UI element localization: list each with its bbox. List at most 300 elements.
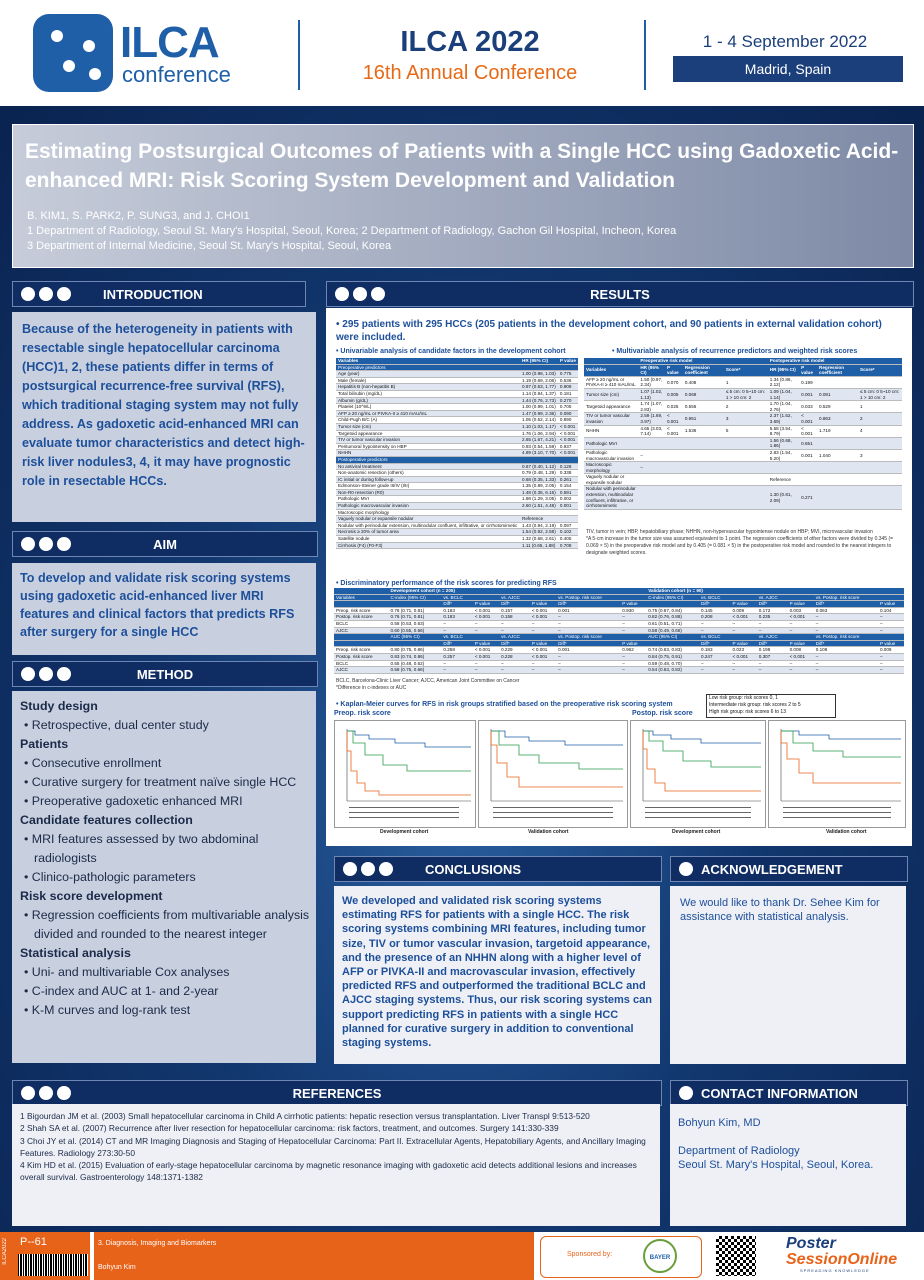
bayer-logo-icon: BAYER bbox=[643, 1239, 677, 1273]
section-title: METHOD bbox=[136, 667, 194, 682]
table-cell: – bbox=[878, 667, 904, 674]
table-cell: 0.001 bbox=[799, 449, 817, 461]
table-cell: – bbox=[530, 667, 556, 674]
table-cell: 0.198 bbox=[757, 647, 788, 654]
table-cell: 0.74 (0.63, 0.83) bbox=[646, 647, 699, 654]
table-cell: Diff* bbox=[757, 601, 788, 608]
table-row bbox=[334, 601, 904, 608]
table-cell bbox=[530, 634, 556, 641]
table-cell: P value bbox=[788, 601, 814, 608]
acknowledgement-header bbox=[670, 856, 908, 882]
conclusions-panel bbox=[334, 886, 660, 1064]
table-cell: Targetoid appearance bbox=[584, 401, 638, 413]
table-cell: 0.58 (0.53, 0.63) bbox=[389, 620, 442, 627]
discriminatory-note-1: BCLC, Barcelona-Clinic Liver Cancer; AJCC, American Joint Committee on Cancer bbox=[336, 678, 520, 684]
table-cell: 4.65 (3.03, 7.14) bbox=[638, 425, 665, 437]
table-cell: 1.07 (1.02, 1.13) bbox=[638, 388, 665, 400]
table-cell: < 0.001 bbox=[799, 425, 817, 437]
table-cell: 0.67 (0.40, 1.12) bbox=[520, 463, 558, 470]
table-cell: 0.80 (0.75, 0.86) bbox=[389, 647, 442, 654]
km-postop-label: Postop. risk score bbox=[632, 710, 693, 717]
table-cell: vs. BCLC bbox=[441, 594, 473, 601]
table-cell: vs. AJCC bbox=[499, 634, 530, 641]
table-cell: 0.003 bbox=[788, 607, 814, 614]
section-title: CONCLUSIONS bbox=[425, 862, 522, 877]
table-cell: 0.009 bbox=[731, 607, 757, 614]
table-cell: – bbox=[620, 620, 646, 627]
km-caption: Validation cohort bbox=[826, 829, 867, 835]
table-row bbox=[334, 627, 904, 634]
table-cell: 1.54 (0.92, 2.58) bbox=[520, 529, 558, 536]
table-cell: < 0.001 bbox=[558, 437, 578, 444]
table-cell bbox=[878, 594, 904, 601]
table-cell: 0.070 bbox=[665, 376, 683, 388]
table-cell bbox=[817, 486, 858, 509]
table-cell: BCLC bbox=[334, 620, 389, 627]
table-cell: 0.54 (0.63, 0.82) bbox=[646, 667, 699, 674]
table-cell: 1.56 (0.68, 1.86) bbox=[768, 437, 799, 449]
table-cell: < 0.001 bbox=[665, 413, 683, 425]
multivariable-table bbox=[584, 358, 902, 510]
section-title: ACKNOWLEDGEMENT bbox=[701, 862, 843, 877]
table-cell: HR (95% CI) bbox=[638, 364, 665, 376]
table-cell bbox=[858, 462, 902, 474]
table-cell: 0.090 bbox=[558, 410, 578, 417]
table-cell: Diff* bbox=[699, 601, 731, 608]
multivariable-notes bbox=[586, 529, 902, 557]
table-cell: TIV or tumor vascular invasion bbox=[584, 413, 638, 425]
table-cell: 0.172 bbox=[757, 607, 788, 614]
table-cell: BCLC bbox=[334, 660, 389, 667]
table-cell bbox=[799, 462, 817, 474]
table-cell: 0.75 (0.67, 0.84) bbox=[646, 607, 699, 614]
table-cell: 0.081 bbox=[817, 388, 858, 400]
table-cell: 1.00 (0.99, 1.01) bbox=[520, 404, 558, 411]
table-row bbox=[336, 509, 578, 516]
table-cell: Diff* bbox=[556, 601, 620, 608]
table-cell: – bbox=[878, 660, 904, 667]
table-cell: Preoperative risk model bbox=[638, 358, 767, 364]
table-cell: Regression coefficient bbox=[683, 364, 724, 376]
table-cell: Diff* bbox=[499, 640, 530, 647]
table-cell bbox=[768, 462, 799, 474]
table-cell: Validation cohort (n = 90) bbox=[646, 588, 904, 594]
qr-code-icon[interactable] bbox=[716, 1236, 756, 1276]
table-cell: < 0.001 bbox=[473, 647, 499, 654]
table-cell: – bbox=[441, 667, 473, 674]
table-cell: Postop. risk score bbox=[334, 653, 389, 660]
table-cell: 4 bbox=[858, 425, 902, 437]
table-cell: < 0.001 bbox=[788, 653, 814, 660]
table-cell: 1 bbox=[858, 401, 902, 413]
table-cell: Diff* bbox=[814, 601, 878, 608]
table-cell: 1.00 (0.98, 1.03) bbox=[520, 371, 558, 378]
table-cell: < 0.001 bbox=[473, 653, 499, 660]
table-cell: 1.76 (1.06, 2.94) bbox=[520, 430, 558, 437]
table-row bbox=[336, 536, 578, 543]
table-cell: C-index (95% CI) bbox=[389, 594, 442, 601]
table-cell: 1.30 (0.81, 2.09) bbox=[768, 486, 799, 509]
table-row bbox=[336, 397, 578, 404]
table-row bbox=[584, 474, 902, 486]
table-cell: 0.909 bbox=[558, 384, 578, 391]
table-cell: – bbox=[731, 660, 757, 667]
table-cell: 0.60 (0.55, 0.66) bbox=[389, 627, 442, 634]
conclusions-header bbox=[334, 856, 662, 882]
table-cell: vs. AJCC bbox=[499, 594, 530, 601]
table-cell bbox=[817, 437, 858, 449]
table-cell: Nodular with perinodular extension, multinodular confluent, infiltrative, or cirrhotomimetic bbox=[336, 522, 520, 529]
table-cell: AUC (95% CI) bbox=[389, 634, 442, 641]
table-cell: – bbox=[878, 627, 904, 634]
aim-header bbox=[12, 531, 318, 557]
method-bullet: • Regression coefficients from multivariable analysis divided and rounded to the nearest integer bbox=[24, 908, 310, 941]
table-cell bbox=[638, 437, 665, 449]
table-cell: – bbox=[788, 667, 814, 674]
discriminatory-label: • Discriminatory performance of the risk scores for predicting RFS bbox=[336, 580, 557, 587]
table-cell: Targetoid appearance bbox=[336, 430, 520, 437]
table-cell: Preoperative predictors bbox=[336, 364, 520, 371]
table-row bbox=[584, 449, 902, 461]
table-cell bbox=[858, 486, 902, 509]
table-cell: Reference bbox=[768, 474, 799, 486]
table-cell: – bbox=[620, 653, 646, 660]
table-cell bbox=[665, 486, 683, 509]
footer-author: Bohyun Kim bbox=[98, 1264, 136, 1271]
table-cell: Macroscopic morphology bbox=[584, 462, 638, 474]
table-cell: 0.708 bbox=[558, 542, 578, 549]
table-cell: – bbox=[757, 667, 788, 674]
table-cell: 0.128 bbox=[558, 463, 578, 470]
table-row bbox=[336, 384, 578, 391]
aim-text: To develop and validate risk scoring systems using gadoxetic acid-enhanced liver MRI features and clinical factors that predicts RFS after surgery for a single HCC bbox=[20, 571, 295, 639]
conclusions-text: We developed and validated risk scoring systems estimating RFS for patients with a single HCC. The risk scoring systems combining MRI features, including tumor size, TIV or tumor vascular invasion, targetoid appearance, and the presence of an NHHN along with a higher level of AFP or PIVKA-II and macrovascular invasion, effectively predicted RFS and outperformed the traditional BCLC and AJCC staging systems. Thus, our risk scoring systems can support predicting RFS in patients with a single HCC planned for curative surgery in addition to conventional staging systems. bbox=[342, 895, 652, 1050]
univariable-label: • Univariable analysis of candidate factors in the development cohort bbox=[336, 348, 566, 355]
table-cell: 0.890 bbox=[558, 417, 578, 424]
table-cell: vs. Postop. risk score bbox=[814, 594, 878, 601]
table-cell bbox=[334, 634, 389, 641]
table-cell: Albumin (g/dL) bbox=[336, 397, 520, 404]
table-cell bbox=[558, 509, 578, 516]
affiliation-1: 1 Department of Radiology, Seoul St. Mary's Hospital, Seoul, Korea; 2 Department of Radiology, Gachon Gil Hospital, Incheon, Korea bbox=[27, 225, 677, 237]
table-cell: 0.930 bbox=[620, 607, 646, 614]
table-cell: 0.157 bbox=[499, 607, 530, 614]
table-cell bbox=[638, 486, 665, 509]
table-row bbox=[336, 529, 578, 536]
table-cell bbox=[683, 462, 724, 474]
table-cell: Necrosis ≥ 20% of tumor area bbox=[336, 529, 520, 536]
ilca-logo-icon bbox=[33, 14, 113, 92]
table-cell: – bbox=[699, 627, 731, 634]
table-cell bbox=[799, 474, 817, 486]
table-row bbox=[336, 483, 578, 490]
table-cell: HR (95% CI) bbox=[520, 358, 558, 364]
table-cell: 2.37 (1.52, 3.69) bbox=[768, 413, 799, 425]
poster-session-online-logo bbox=[786, 1236, 897, 1268]
table-cell: 1.32 (0.68, 2.61) bbox=[520, 536, 558, 543]
table-cell: Non-anatomic resection (others) bbox=[336, 470, 520, 477]
conference-subtitle: 16th Annual Conference bbox=[362, 62, 578, 84]
table-row bbox=[336, 390, 578, 397]
contact-info bbox=[678, 1116, 902, 1172]
table-cell bbox=[620, 634, 646, 641]
table-cell: 0.556 bbox=[683, 401, 724, 413]
method-bullet: • Consecutive enrollment bbox=[24, 756, 162, 770]
contact-line: Bohyun Kim, MD bbox=[678, 1117, 761, 1129]
table-cell: 1.44 (0.76, 2.73) bbox=[520, 397, 558, 404]
table-row bbox=[336, 503, 578, 510]
table-cell bbox=[683, 486, 724, 509]
footer bbox=[0, 1232, 924, 1280]
table-cell: 0.82 (0.76, 0.88) bbox=[646, 614, 699, 621]
table-cell: < 0.001 bbox=[530, 607, 556, 614]
table-cell: 5 bbox=[724, 425, 768, 437]
table-cell: Vaguely nodular or expansile nodular bbox=[584, 474, 638, 486]
km-curve-svg bbox=[769, 721, 905, 827]
table-cell: Score* bbox=[858, 364, 902, 376]
table-cell: 0.76 (0.71, 0.81) bbox=[389, 614, 442, 621]
table-cell: Total bilirubin (mg/dL) bbox=[336, 390, 520, 397]
table-cell: – bbox=[473, 620, 499, 627]
table-cell: 0.183 bbox=[441, 614, 473, 621]
table-cell bbox=[558, 516, 578, 523]
table-cell bbox=[724, 486, 768, 509]
table-cell: 0.408 bbox=[683, 376, 724, 388]
method-bullet: • Curative surgery for treatment naïve single HCC bbox=[24, 775, 297, 789]
reference-item: 3 Choi JY et al. (2014) CT and MR Imaging Diagnosis and Staging of Hepatocellular Carcinoma: Part II. Extracellular Agents, Hepatobiliary Agents, and Ancillary Imaging Features. Radiology 273:30-50 bbox=[20, 1135, 646, 1158]
table-cell: 0.258 bbox=[441, 647, 473, 654]
table-row bbox=[336, 456, 578, 463]
acknowledgement-panel bbox=[670, 886, 906, 1064]
table-cell: 0.183 bbox=[699, 647, 731, 654]
discriminatory-notes bbox=[336, 678, 696, 692]
reference-item: 2 Shah SA et al. (2007) Recurrence after liver resection for hepatocellular carcinoma: risk factors, treatment, and outcomes. Surgery 141:330-339 bbox=[20, 1123, 559, 1134]
method-bullet: • MRI features assessed by two abdominal radiologists bbox=[24, 832, 259, 865]
table-cell: 0.229 bbox=[499, 647, 530, 654]
table-row bbox=[334, 653, 904, 660]
table-cell: 0.009 bbox=[878, 647, 904, 654]
table-cell: – bbox=[620, 614, 646, 621]
table-cell: – bbox=[814, 627, 878, 634]
table-cell: 0.79 (0.48, 1.29) bbox=[520, 470, 558, 477]
multivariable-note-1: TIV, tumor in vein; HBP, hepatobiliary phase; NHHN, non-hypervascular hypointense nodule on HBP; MVI, microvascular invasion bbox=[586, 529, 873, 535]
table-cell: – bbox=[788, 660, 814, 667]
table-row bbox=[334, 660, 904, 667]
table-cell: Edmonson-Steiner grade III/IV (I/II) bbox=[336, 483, 520, 490]
contact-line: Seoul St. Mary's Hospital, Seoul, Korea. bbox=[678, 1159, 874, 1171]
table-cell: 0.104 bbox=[878, 607, 904, 614]
method-bullet: • Uni- and multivariable Cox analyses bbox=[24, 965, 230, 979]
table-cell: 0.529 bbox=[817, 401, 858, 413]
table-cell: 0.247 bbox=[699, 653, 731, 660]
table-cell: No antiviral treatment bbox=[336, 463, 520, 470]
introduction-panel bbox=[12, 312, 316, 522]
table-row bbox=[336, 430, 578, 437]
table-cell: Preop. risk score bbox=[334, 607, 389, 614]
table-row bbox=[336, 423, 578, 430]
section-title: REFERENCES bbox=[292, 1086, 382, 1101]
method-bullet: • C-index and AUC at 1- and 2-year bbox=[24, 984, 219, 998]
table-cell: 0.261 bbox=[558, 476, 578, 483]
aim-panel bbox=[12, 563, 316, 655]
table-row bbox=[336, 542, 578, 549]
table-cell: 0.257 bbox=[441, 653, 473, 660]
table-row bbox=[584, 437, 902, 449]
table-cell bbox=[646, 601, 699, 608]
table-cell bbox=[520, 456, 558, 463]
method-bullet: • Retrospective, dual center study bbox=[24, 718, 209, 732]
table-row bbox=[584, 486, 902, 509]
table-cell: < 0.001 bbox=[530, 647, 556, 654]
table-cell: 0.001 bbox=[799, 388, 817, 400]
table-cell: – bbox=[499, 627, 530, 634]
km-caption: Validation cohort bbox=[528, 829, 569, 835]
section-title: INTRODUCTION bbox=[103, 287, 203, 302]
table-row bbox=[336, 404, 578, 411]
table-cell: Reference bbox=[520, 516, 558, 523]
poster-title: Estimating Postsurgical Outcomes of Patients with a Single HCC using Gadoxetic Acid-enhanced MRI: Risk Scoring System Development and Validation bbox=[25, 140, 899, 192]
discriminatory-note-2: *Difference in c-indexes or AUC bbox=[336, 685, 407, 691]
table-cell bbox=[520, 364, 558, 371]
table-cell: Child-Pugh B/C (A) bbox=[336, 417, 520, 424]
table-cell: ≤ 5 cm: 0 5~10 cm: 1 > 10 cm: 2 bbox=[724, 388, 768, 400]
table-row bbox=[336, 489, 578, 496]
table-cell: P value bbox=[878, 640, 904, 647]
footer-category: 3. Diagnosis, Imaging and Biomarkers bbox=[98, 1240, 217, 1247]
method-subheading: Candidate features collection bbox=[20, 813, 193, 827]
table-cell: 0.097 bbox=[558, 522, 578, 529]
table-cell: 0.108 bbox=[814, 647, 878, 654]
table-cell: – bbox=[556, 627, 620, 634]
table-cell: – bbox=[556, 653, 620, 660]
table-cell: – bbox=[731, 627, 757, 634]
table-cell: 0.158 bbox=[499, 614, 530, 621]
table-cell bbox=[558, 456, 578, 463]
table-cell: 0.68 (0.35, 1.33) bbox=[520, 476, 558, 483]
table-cell: < 0.001 bbox=[731, 653, 757, 660]
table-cell: P value bbox=[788, 640, 814, 647]
method-header bbox=[12, 661, 318, 687]
table-cell: 1.43 (0.94, 2.19) bbox=[520, 522, 558, 529]
km-plot-preop-validation bbox=[478, 720, 628, 828]
footer-side-text: ILCA2022 bbox=[2, 1238, 8, 1265]
table-cell: P value bbox=[799, 364, 817, 376]
method-bullet: • Preoperative gadoxetic enhanced MRI bbox=[24, 794, 243, 808]
author-block bbox=[27, 209, 676, 254]
multivariable-label: • Multivariable analysis of recurrence predictors and weighted risk scores bbox=[612, 348, 858, 355]
table-cell: 2.60 (1.51, 4.48) bbox=[520, 503, 558, 510]
table-cell bbox=[389, 601, 442, 608]
table-cell bbox=[530, 594, 556, 601]
table-cell: AFP ≥ 20 ng/mL or PIVKA-II ≥ 410 mAU/mL bbox=[584, 376, 638, 388]
table-cell: 1 bbox=[724, 376, 768, 388]
table-cell: – bbox=[556, 620, 620, 627]
table-cell: Tumor size (cm) bbox=[584, 388, 638, 400]
table-cell: Non-R0 resection (R0) bbox=[336, 489, 520, 496]
table-cell: 0.154 bbox=[558, 483, 578, 490]
table-cell: – bbox=[878, 620, 904, 627]
table-cell: 0.005 bbox=[665, 388, 683, 400]
method-bullet: • Clinico-pathologic parameters bbox=[24, 870, 196, 884]
table-cell: – bbox=[473, 667, 499, 674]
method-panel bbox=[12, 691, 316, 1063]
table-cell: – bbox=[788, 620, 814, 627]
introduction-header bbox=[12, 281, 306, 307]
table-cell: AJCC bbox=[334, 667, 389, 674]
table-row bbox=[336, 516, 578, 523]
table-row bbox=[584, 376, 902, 388]
table-cell: 0.93 (0.54, 1.59) bbox=[520, 443, 558, 450]
brand-tagline: SPREADING KNOWLEDGE bbox=[800, 1268, 870, 1273]
table-cell: Diff* bbox=[441, 640, 473, 647]
table-cell: 1.47 (0.99, 2.36) bbox=[520, 410, 558, 417]
table-row bbox=[336, 450, 578, 457]
method-subheading: Patients bbox=[20, 737, 69, 751]
table-cell: – bbox=[878, 653, 904, 660]
table-cell: – bbox=[814, 660, 878, 667]
table-cell: 2.59 (1.69, 3.97) bbox=[638, 413, 665, 425]
table-cell bbox=[878, 634, 904, 641]
table-cell: 5.58 (3.54, 8.79) bbox=[768, 425, 799, 437]
table-cell: P value bbox=[530, 640, 556, 647]
table-cell: P value bbox=[620, 601, 646, 608]
table-cell: 0.102 bbox=[558, 529, 578, 536]
table-cell bbox=[724, 437, 768, 449]
table-cell: 0.937 bbox=[558, 443, 578, 450]
table-cell: < 0.001 bbox=[473, 607, 499, 614]
table-cell: 0.338 bbox=[558, 470, 578, 477]
table-cell: – bbox=[620, 667, 646, 674]
table-row bbox=[584, 388, 902, 400]
introduction-text: Because of the heterogeneity in patients with resectable single hepatocellular carcinoma (HCC)1, 2, these patients differ in terms of postsurgical recurrence-free survival (RFS), which traditional staging system may not fully address. As gadoxetic acid-enhanced MRI can evaluate tumor characteristics and detect high-risk liver nodules3, 4, it may have prognostic role in resectable HCCs. bbox=[22, 322, 305, 488]
km-curve-svg bbox=[335, 721, 475, 827]
table-cell: 3 bbox=[858, 449, 902, 461]
table-cell: 0.025 bbox=[665, 401, 683, 413]
header-divider bbox=[644, 20, 646, 90]
table-cell: Tumor size (cm) bbox=[336, 423, 520, 430]
table-cell: vs. BCLC bbox=[699, 634, 731, 641]
table-cell: Pathologic macrovascular invasion bbox=[336, 503, 520, 510]
table-row bbox=[336, 417, 578, 424]
table-cell: Pathologic MVI bbox=[584, 437, 638, 449]
table-cell: 0.705 bbox=[558, 404, 578, 411]
table-cell bbox=[683, 474, 724, 486]
table-cell: 0.863 bbox=[817, 413, 858, 425]
table-cell: vs. BCLC bbox=[699, 594, 731, 601]
contact-header bbox=[670, 1080, 908, 1106]
method-subheading: Study design bbox=[20, 699, 98, 713]
table-row bbox=[334, 647, 904, 654]
table-cell: – bbox=[699, 620, 731, 627]
sponsored-by-label: Sponsored by: bbox=[567, 1251, 613, 1258]
table-cell: 0.069 bbox=[683, 388, 724, 400]
table-row bbox=[584, 425, 902, 437]
table-cell: P value bbox=[878, 601, 904, 608]
table-cell: < 0.001 bbox=[530, 614, 556, 621]
table-cell: vs. Postop. risk score bbox=[814, 634, 878, 641]
table-cell: 0.951 bbox=[683, 413, 724, 425]
table-cell: Variables bbox=[584, 364, 638, 376]
references-list bbox=[20, 1110, 656, 1184]
table-cell: < 0.001 bbox=[788, 614, 814, 621]
table-cell: – bbox=[441, 627, 473, 634]
table-cell bbox=[620, 594, 646, 601]
table-cell: Cirrhosis (F4) (F0-F3) bbox=[336, 542, 520, 549]
table-cell: < 0.001 bbox=[558, 430, 578, 437]
table-cell: Score* bbox=[724, 364, 768, 376]
table-cell: vs. AJCC bbox=[757, 634, 788, 641]
table-cell: – bbox=[556, 614, 620, 621]
